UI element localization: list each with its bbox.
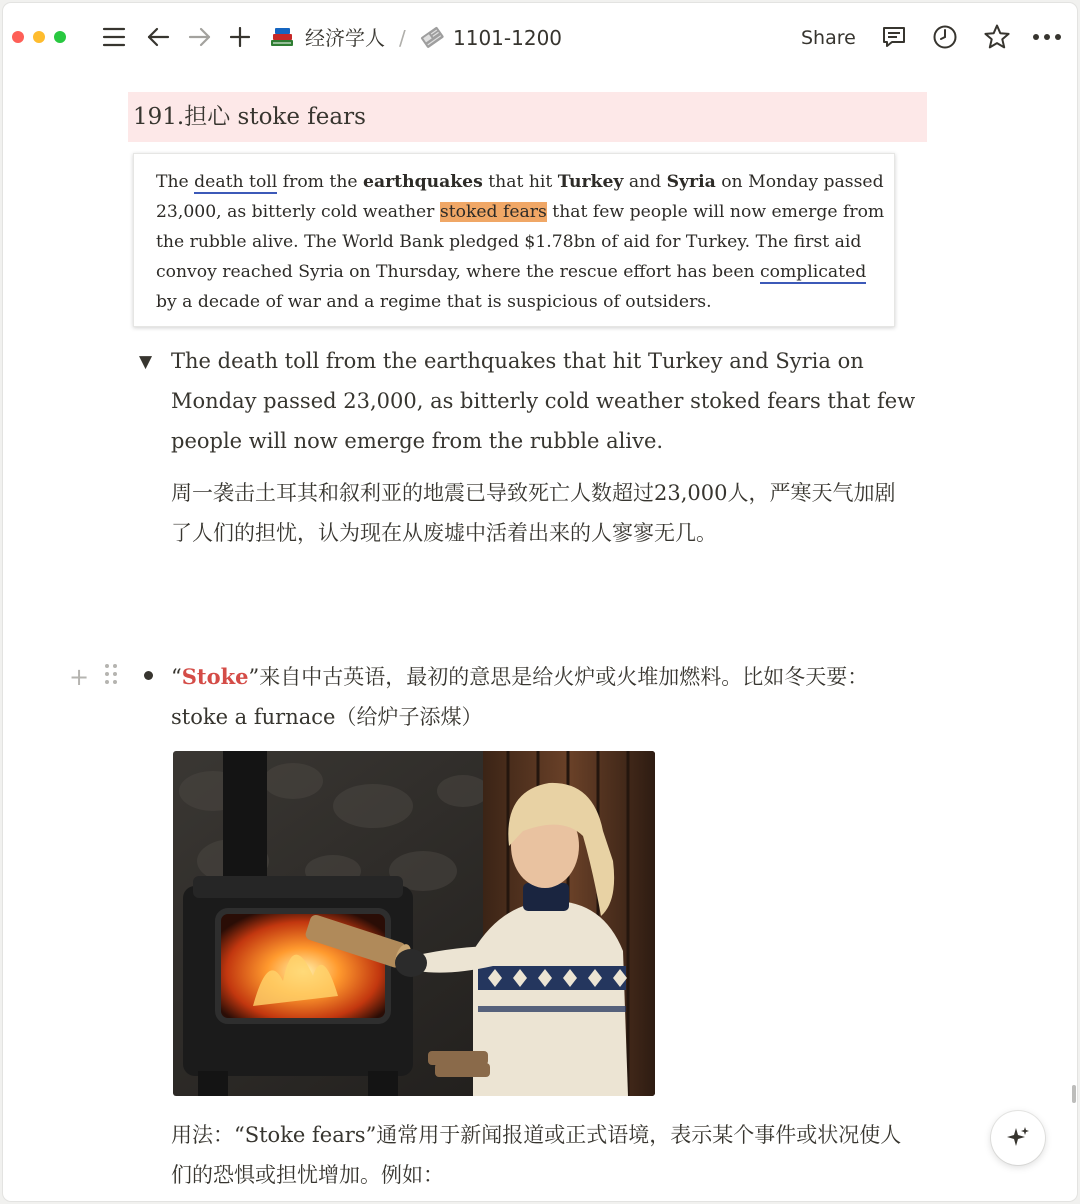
more-options-icon[interactable] [1029, 21, 1065, 53]
bold-term-turkey: Turkey [557, 172, 624, 192]
back-arrow-icon[interactable] [143, 21, 173, 53]
usage-paragraph: 用法：“Stoke fears”通常用于新闻报道或正式语境，表示某个事件或状况使人们的恐惧或担忧增加。例如： [171, 1123, 902, 1187]
quote-segment: that hit [482, 172, 558, 192]
top-bar [3, 3, 1077, 67]
quote-card[interactable] [133, 153, 895, 327]
stove-photo-image[interactable] [173, 751, 655, 1096]
maximize-window-button[interactable] [54, 31, 66, 43]
quote-segment: that few people will now emerge from the rubble alive. The World Bank pledged $1.78bn of aid for Turkey. The first aid convoy reached Syria on Thursday, where the rescue effort has been [156, 202, 885, 282]
bold-term-syria: Syria [666, 172, 716, 192]
quote-segment: on Monday passed 23,000, as bitterly cold weather [156, 172, 884, 222]
drag-handle-icon[interactable] [105, 664, 119, 688]
quote-segment: and [623, 172, 667, 192]
highlighted-term-stoked-fears: stoked fears [439, 202, 547, 222]
close-window-button[interactable] [12, 31, 24, 43]
newspaper-icon[interactable] [417, 21, 447, 53]
keyword-stoke: Stoke [181, 664, 249, 689]
sparkle-icon [1005, 1125, 1031, 1151]
sidebar-menu-icon[interactable] [99, 21, 129, 53]
quote-mark: “ [171, 665, 182, 689]
books-icon[interactable] [268, 21, 296, 53]
bullet-point [144, 671, 153, 680]
favorite-star-icon[interactable] [981, 21, 1013, 53]
bold-term-earthquakes: earthquakes [363, 172, 483, 192]
scrollbar-thumb[interactable] [1072, 1085, 1076, 1103]
quote-segment: by a decade of war and a regime that is suspicious of outsiders. [156, 292, 712, 312]
bullet-item-etymology [171, 657, 916, 737]
toggle-arrow-icon[interactable]: ▼ [139, 352, 153, 372]
quote-text [156, 167, 892, 317]
ai-assistant-button[interactable] [991, 1111, 1045, 1165]
quote-segment: The [156, 172, 195, 192]
history-clock-icon[interactable] [929, 21, 961, 53]
breadcrumb-item-economist[interactable]: 经济学人 [305, 26, 385, 50]
add-block-plus-icon[interactable]: + [69, 663, 90, 691]
toggle-title: The death toll from the earthquakes that hit Turkey and Syria on Monday passed 23,000, as bitterly cold weather stoked fears that few people will now emerge from the rubble alive. [171, 349, 916, 453]
underlined-term-complicated: complicated [760, 262, 867, 282]
breadcrumb-separator: / [399, 26, 406, 50]
bullet-explanation: ”来自中古英语，最初的意思是给火炉或火堆加燃料。比如冬天要：stoke a furnace（给炉子添煤） [171, 665, 869, 729]
page-heading: 191.担心 stoke fears [133, 104, 366, 130]
underlined-term-death-toll: death toll [194, 172, 278, 192]
share-button[interactable]: Share [801, 27, 856, 49]
toggle-translation: 周一袭击土耳其和叙利亚的地震已导致死亡人数超过23,000人，严寒天气加剧了人们的担忧，认为现在从废墟中活着出来的人寥寥无几。 [171, 481, 896, 545]
breadcrumb-item-range[interactable]: 1101-1200 [453, 26, 563, 50]
app-window [3, 3, 1077, 1201]
comments-icon[interactable] [878, 21, 910, 53]
forward-arrow-icon[interactable] [185, 21, 215, 53]
heading-block[interactable] [128, 92, 927, 142]
minimize-window-button[interactable] [33, 31, 45, 43]
new-page-plus-icon[interactable] [225, 21, 255, 53]
quote-segment: from the [277, 172, 364, 192]
